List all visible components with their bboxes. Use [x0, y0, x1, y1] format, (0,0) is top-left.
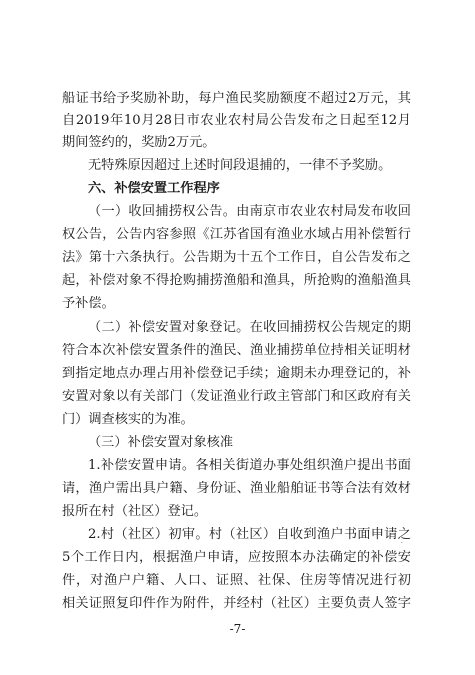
text-line: 件，对渔户户籍、人口、证照、社保、住房等情况进行初: [62, 573, 411, 588]
text-line: 安置对象以有关部门（发证渔业行政主管部门和区政府有关: [62, 389, 411, 404]
page-number: -7-: [229, 622, 246, 636]
text-line: 1.补偿安置申请。各相关街道办事处组织渔户提出书面: [88, 458, 411, 473]
text-line: （一）收回捕捞权公告。由南京市农业农村局发布收回: [88, 204, 411, 219]
text-line: 船证书给予奖励补助，每户渔民奖励额度不超过2万元，其: [62, 91, 411, 106]
text-line: 予补偿。: [62, 296, 115, 311]
text-line: 法》第十六条执行。公告期为十五个工作日，自公告发布之: [62, 250, 411, 265]
text-line: 相关证照复印件作为附件，并经村（社区）主要负责人签字: [62, 596, 411, 611]
text-line: 权公告，公告内容参照《江苏省国有渔业水域占用补偿暂行: [62, 227, 411, 242]
text-line: 期间签约的，奖励2万元。: [62, 135, 216, 150]
text-line: 到指定地点办理占用补偿登记手续；逾期未办理登记的，补: [62, 366, 411, 381]
section-heading: 六、补偿安置工作程序: [88, 181, 220, 196]
text-line: （三）补偿安置对象核准: [88, 435, 234, 450]
text-line: 门）调查核实的为准。: [62, 412, 194, 427]
text-line: 起，补偿对象不得抢购捕捞渔船和渔具，所抢购的渔船渔具: [62, 273, 411, 288]
text-line: 2.村（社区）初审。村（社区）自收到渔户书面申请之: [88, 527, 411, 542]
text-line: 请，渔户需出具户籍、身份证、渔业船舶证书等合法有效材: [62, 481, 411, 496]
text-line: 无特殊原因超过上述时间段退捕的，一律不予奖励。: [88, 158, 392, 173]
text-line: （二）补偿安置对象登记。在收回捕捞权公告规定的期: [88, 320, 411, 335]
text-line: 自2019年10月28日市农业农村局公告发布之日起至12月: [62, 113, 411, 128]
text-line: 5个工作日内，根据渔户申请，应按照本办法确定的补偿安: [62, 550, 411, 565]
text-line: 报所在村（社区）登记。: [62, 504, 208, 519]
text-line: 符合本次补偿安置条件的渔民、渔业捕捞单位持相关证明材: [62, 343, 411, 358]
